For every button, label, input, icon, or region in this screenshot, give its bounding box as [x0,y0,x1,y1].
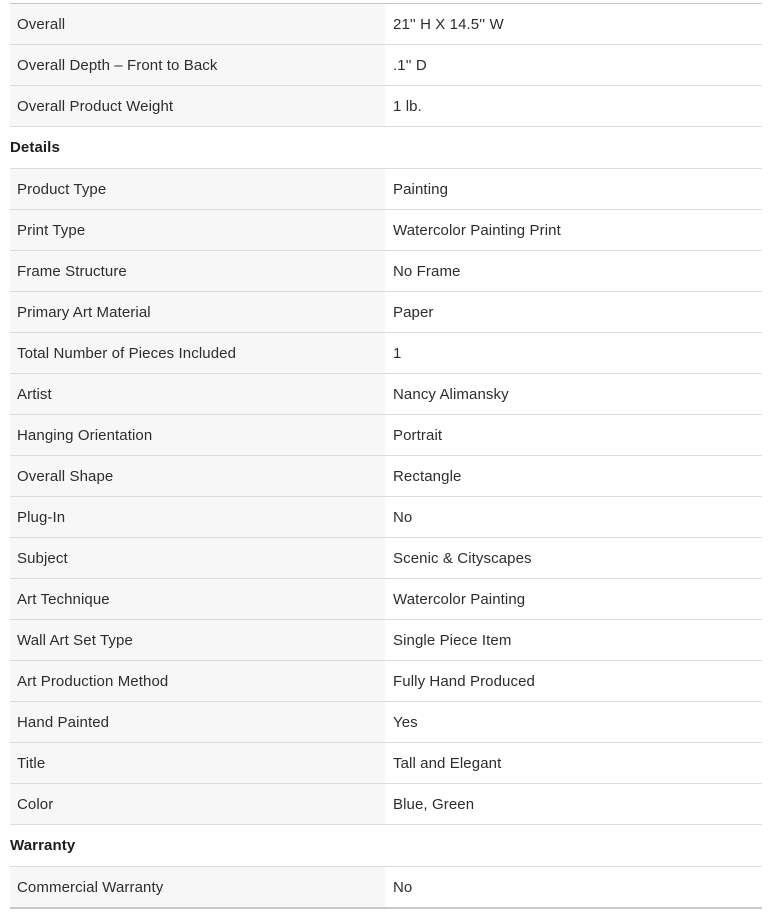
spec-value: Rectangle [393,467,462,485]
specifications-table [10,3,762,909]
spec-value: Tall and Elegant [393,754,502,772]
spec-label: Frame Structure [10,251,385,291]
spec-value: Painting [393,180,449,198]
section-header-warranty: Warranty [10,825,762,867]
spec-label: Product Type [10,169,385,209]
spec-value: No [393,508,413,526]
spec-label: Overall Product Weight [10,86,385,126]
spec-value: 21'' H X 14.5'' W [393,15,504,33]
spec-label: Color [10,784,385,824]
spec-value: Watercolor Painting Print [393,221,561,239]
spec-row [10,702,762,743]
spec-row [10,415,762,456]
spec-row [10,538,762,579]
spec-row [10,169,762,210]
spec-value: Paper [393,303,434,321]
spec-row [10,210,762,251]
spec-label: Hanging Orientation [10,415,385,455]
spec-row [10,374,762,415]
spec-label: Commercial Warranty [10,867,385,907]
spec-label: Subject [10,538,385,578]
spec-row [10,333,762,374]
spec-value: Blue, Green [393,795,475,813]
spec-value: .1'' D [393,56,427,74]
spec-row [10,743,762,784]
spec-value: Scenic & Cityscapes [393,549,532,567]
spec-label: Plug-In [10,497,385,537]
spec-label: Hand Painted [10,702,385,742]
spec-label: Title [10,743,385,783]
spec-label: Art Technique [10,579,385,619]
spec-label: Overall Depth – Front to Back [10,45,385,85]
spec-value: Nancy Alimansky [393,385,509,403]
spec-row [10,86,762,127]
spec-value: 1 [393,344,402,362]
spec-value: Portrait [393,426,443,444]
spec-label: Art Production Method [10,661,385,701]
spec-value: 1 lb. [393,97,422,115]
spec-row [10,579,762,620]
spec-label: Print Type [10,210,385,250]
spec-row [10,456,762,497]
spec-value: No Frame [393,262,461,280]
spec-label: Overall Shape [10,456,385,496]
spec-label: Total Number of Pieces Included [10,333,385,373]
spec-value: No [393,878,413,896]
spec-label: Primary Art Material [10,292,385,332]
spec-value: Watercolor Painting [393,590,526,608]
spec-row [10,45,762,86]
section-header-details: Details [10,127,762,169]
spec-label: Artist [10,374,385,414]
spec-row [10,784,762,825]
spec-value: Single Piece Item [393,631,512,649]
spec-row [10,4,762,45]
spec-row [10,251,762,292]
spec-row [10,867,762,907]
spec-value: Fully Hand Produced [393,672,535,690]
spec-row [10,497,762,538]
spec-row [10,292,762,333]
spec-value: Yes [393,713,418,731]
spec-row [10,620,762,661]
spec-label: Wall Art Set Type [10,620,385,660]
spec-row [10,661,762,702]
spec-label: Overall [10,4,385,44]
